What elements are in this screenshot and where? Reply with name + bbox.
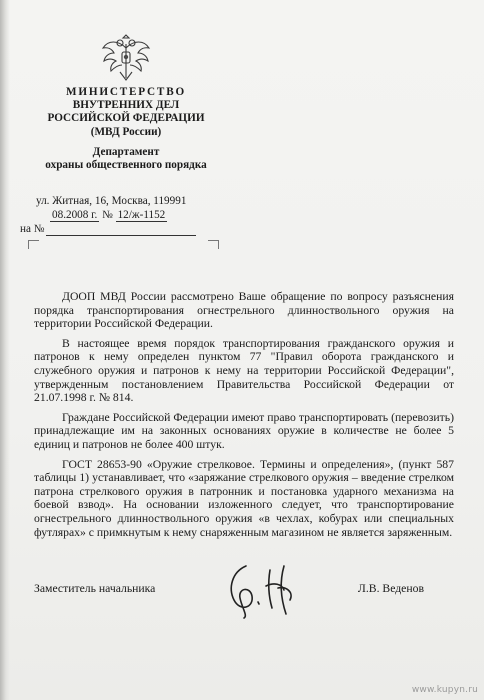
number-prefix: № [102,209,113,221]
reference-line [20,223,196,236]
letter-date: 08.2008 г. [52,209,98,221]
watermark: www.kupyn.ru [411,685,478,695]
body-paragraph: Граждане Российской Федерации имеют право транспортировать (перевозить) принадлежащие им на законных основаниях оружие в количестве не более 5 единиц и патронов не более 400 штук. [34,410,454,451]
department-line: Департамент [92,146,160,158]
letter-body [34,290,454,545]
eagle-emblem-icon [100,34,152,84]
body-paragraph: В настоящее время порядок транспортирования гражданского оружия и патронов к нему определен пунктом 77 "Правил оборота гражданского и служебного оружия и патронов к нему на территории Российской Федерации", утвержденным постановлением Правительства Российской Федерации от 21.07.1998 г. № 814. [34,336,454,405]
letterhead-line: ВНУТРЕННИХ ДЕЛ [72,99,180,112]
address-corner-mark [28,240,39,249]
reference-blank [46,224,196,236]
department-line: охраны общественного порядка [45,159,207,172]
letterhead-line: (МВД России) [90,125,162,138]
street-address: ул. Житная, 16, Москва, 119991 [36,195,187,207]
reference-label: на № [20,223,45,235]
scan-shadow [0,0,10,700]
signature-row [34,582,454,602]
date-number-line [50,209,167,222]
address-corner-mark [208,240,219,249]
letterhead-line: МИНИСТЕРСТВО [66,86,186,98]
body-paragraph: ДООП МВД России рассмотрено Ваше обращение по вопросу разъяснения порядка транспортирования огнестрельного длинноствольного оружия на территории Российской Федерации. [34,290,454,331]
body-paragraph: ГОСТ 28653-90 «Оружие стрелковое. Термины и определения», (пункт 587 таблицы 1) устанавливает, что «заряжание стрелкового оружия – введение стрелком патрона стрелкового оружия в патронник и постановка ударного механизма на боевой взвод». На основании изложенного следует, что транспортирование огнестрельного длинноствольного оружия «в чехлах, кобурах или специальных футлярах» с примкнутым к нему снаряженным магазином не является заряженным. [34,457,454,539]
letter-number: 12/ж-1152 [117,209,166,221]
letterhead [20,86,232,139]
department-heading [20,146,232,172]
signatory-title: Заместитель начальника [34,582,156,595]
signatory-name: Л.В. Веденов [357,582,424,595]
letterhead-line: РОССИЙСКОЙ ФЕДЕРАЦИИ [47,112,205,125]
